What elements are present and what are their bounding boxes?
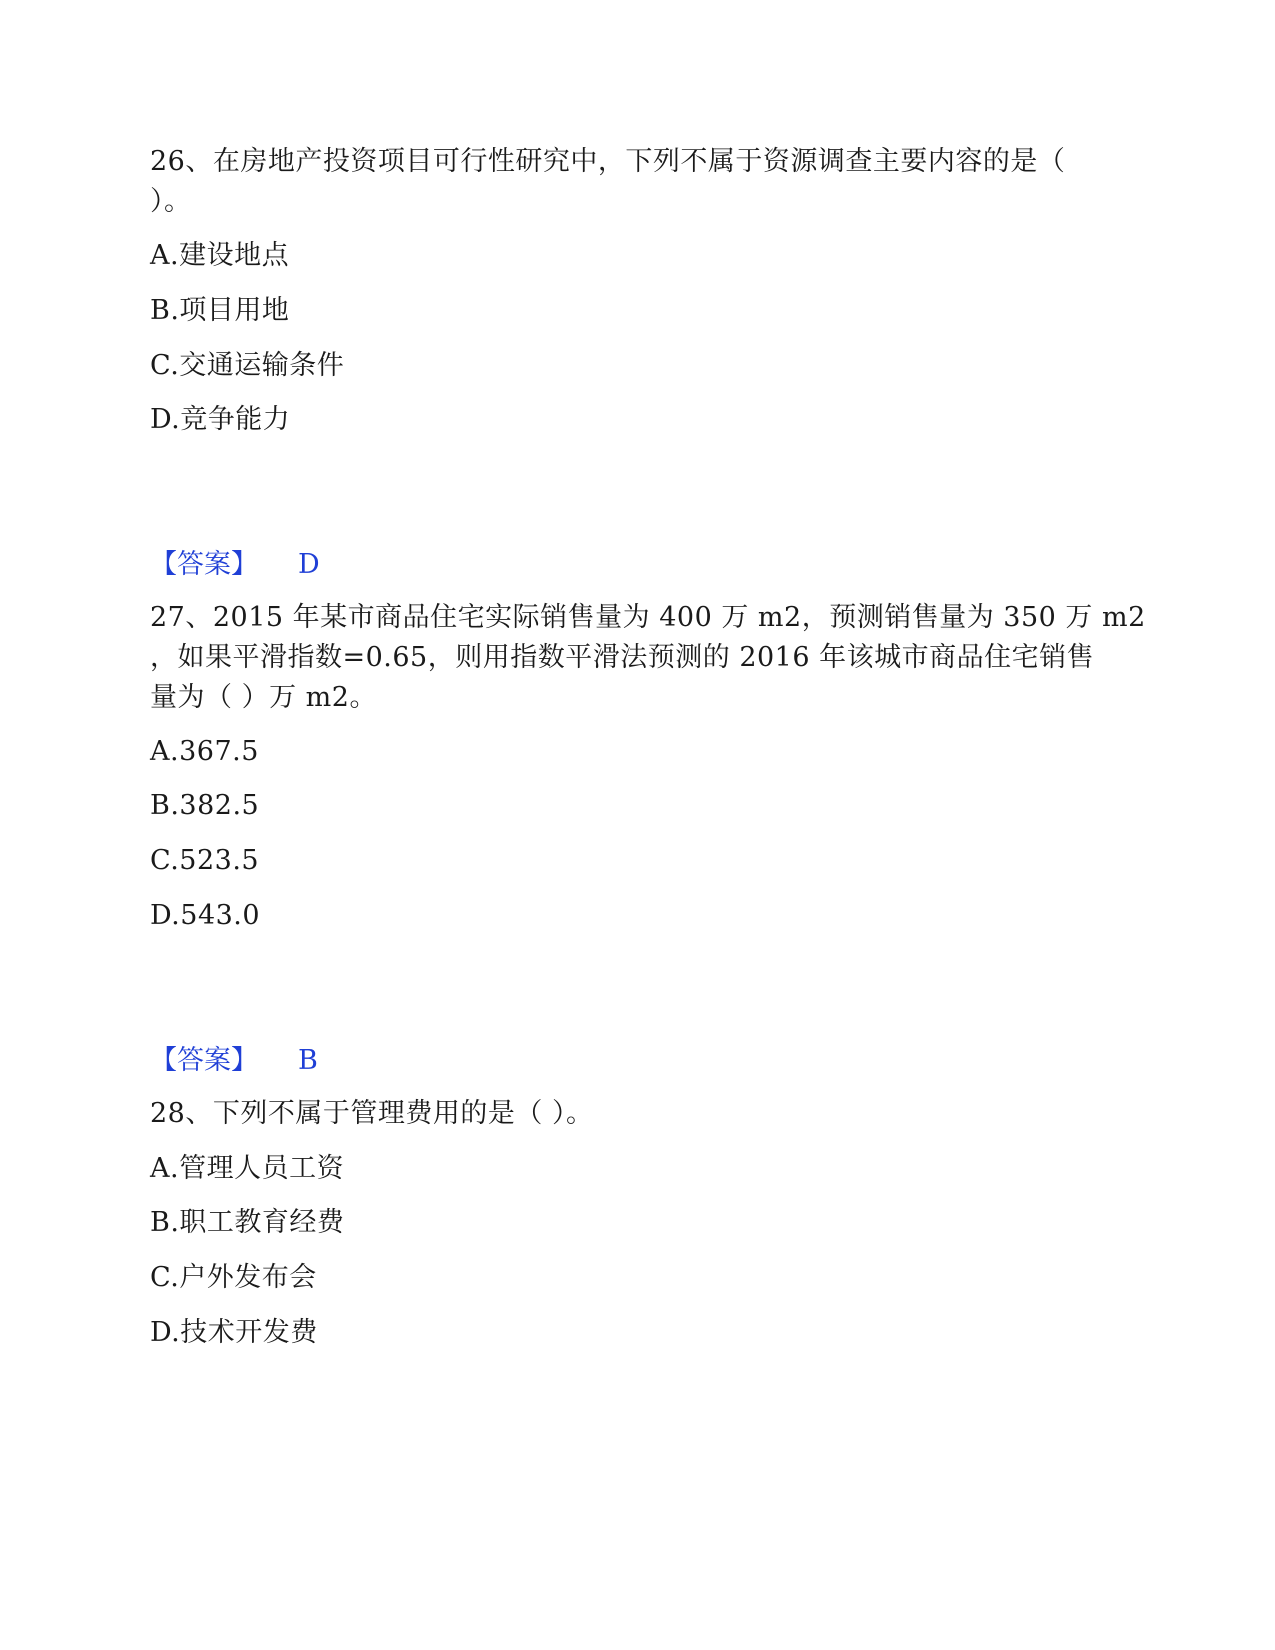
question-27-option-b: B.382.5 <box>150 790 260 821</box>
question-26-text-line-2: ）。 <box>150 186 192 217</box>
question-26-option-c: C.交通运输条件 <box>150 350 345 381</box>
question-27-text-line-1: 27、2015 年某市商品住宅实际销售量为 400 万 m2，预测销售量为 350 万 m2 <box>150 602 1146 633</box>
question-28-option-c: C.户外发布会 <box>150 1262 317 1293</box>
question-27-text-line-2: ，如果平滑指数=0.65，则用指数平滑法预测的 2016 年该城市商品住宅销售 <box>150 642 1095 673</box>
question-26-option-b: B.项目用地 <box>150 295 290 326</box>
question-28-option-d: D.技术开发费 <box>150 1317 318 1348</box>
answer-value: B <box>298 1045 318 1076</box>
question-27-text-line-3: 量为（ ）万 m2。 <box>150 682 377 713</box>
answer-27 <box>150 1041 318 1081</box>
question-28-option-a: A.管理人员工资 <box>150 1153 345 1184</box>
question-28-option-b: B.职工教育经费 <box>150 1207 345 1238</box>
question-27-option-a: A.367.5 <box>150 736 259 767</box>
question-26-option-d: D.竞争能力 <box>150 404 291 435</box>
question-27-option-d: D.543.0 <box>150 900 261 931</box>
question-26-text-line-1: 26、在房地产投资项目可行性研究中，下列不属于资源调查主要内容的是（ <box>150 146 1066 177</box>
answer-label: 【答案】 <box>150 1045 258 1076</box>
answer-label: 【答案】 <box>150 549 258 580</box>
answer-value: D <box>298 549 320 580</box>
question-27-option-c: C.523.5 <box>150 845 260 876</box>
answer-26 <box>150 545 320 585</box>
question-28-text-line-1: 28、下列不属于管理费用的是（ ）。 <box>150 1098 594 1129</box>
question-26-option-a: A.建设地点 <box>150 240 290 271</box>
